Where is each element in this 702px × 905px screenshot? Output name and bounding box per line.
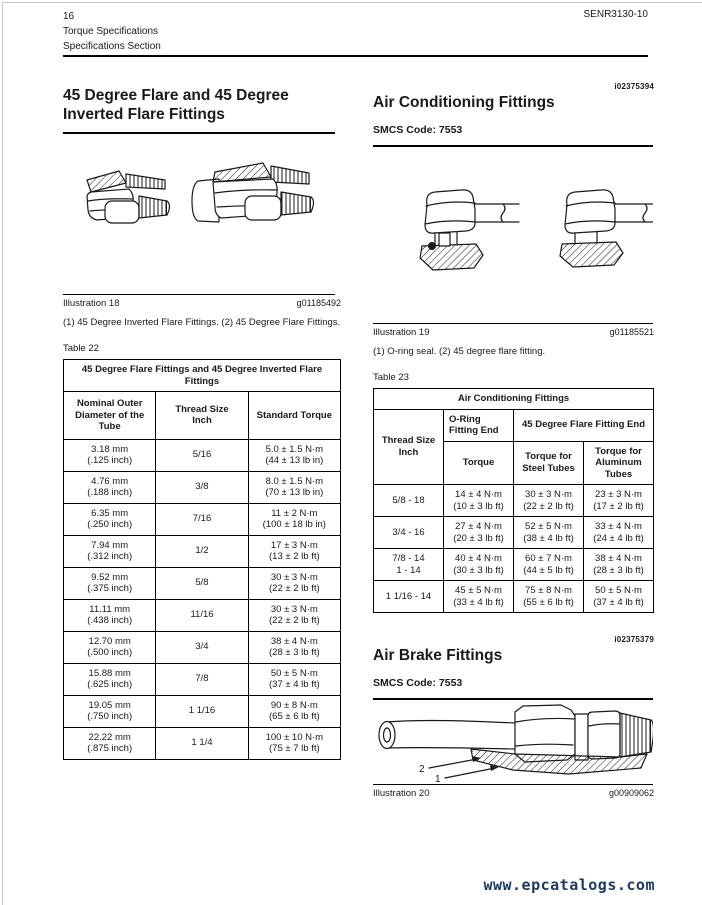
table-cell: 17 ± 3 N·m (13 ± 2 lb ft): [248, 535, 340, 567]
table-row: [64, 503, 341, 535]
illustration-label: Illustration 19: [373, 327, 430, 338]
left-column: [63, 60, 341, 760]
subheader-aluminum: Torque for Aluminum Tubes: [584, 441, 654, 485]
table-cell: 19.05 mm (.750 inch): [64, 695, 156, 727]
table-23-label: Table 23: [373, 372, 409, 383]
table-row: [374, 581, 654, 613]
graphic-id: g01185521: [609, 327, 654, 337]
table-row: [64, 663, 341, 695]
ac-section-title: Air Conditioning Fittings: [373, 94, 555, 111]
table-cell: 45 ± 5 N·m (33 ± 4 lb ft): [444, 581, 514, 613]
table-cell: 3/8: [156, 471, 248, 503]
table-cell: 52 ± 5 N·m (38 ± 4 lb ft): [514, 517, 584, 549]
table-row: [374, 485, 654, 517]
inverted-flare-fittings-drawing: [63, 142, 335, 294]
table-cell: 1 1/4: [156, 727, 248, 759]
table-cell: 33 ± 4 N·m (24 ± 4 lb ft): [584, 517, 654, 549]
table-cell: 90 ± 8 N·m (65 ± 6 lb ft): [248, 695, 340, 727]
column-header-thread: Thread Size Inch: [156, 392, 248, 440]
table-cell: 5/8: [156, 567, 248, 599]
air-brake-fitting-drawing: [373, 702, 653, 784]
table-cell: 11 ± 2 N·m (100 ± 18 lb in): [248, 503, 340, 535]
column-header-torque: Standard Torque: [248, 392, 340, 440]
table-cell: 3/4: [156, 631, 248, 663]
table-cell: 7/8 - 14 1 - 14: [374, 549, 444, 581]
table-row: [374, 549, 654, 581]
table-cell: 1/2: [156, 535, 248, 567]
table-cell: 7.94 mm (.312 inch): [64, 535, 156, 567]
table-cell: 22.22 mm (.875 inch): [64, 727, 156, 759]
table-row: [374, 517, 654, 549]
figure-meta: [373, 785, 654, 799]
ac-smcs-code: SMCS Code: 7553: [373, 124, 463, 136]
section-rule: [63, 132, 335, 134]
table-22-label: Table 22: [63, 343, 99, 354]
illustration-18: [63, 142, 341, 329]
column-header-thread: Thread Size Inch: [374, 409, 444, 485]
illustration-label: Illustration 20: [373, 788, 430, 799]
page-header-left: [63, 9, 161, 54]
table-row: [64, 695, 341, 727]
table-cell: 7/8: [156, 663, 248, 695]
column-header-diameter: Nominal Outer Diameter of the Tube: [64, 392, 156, 440]
table-cell: 50 ± 5 N·m (37 ± 4 lb ft): [584, 581, 654, 613]
table-row: [64, 599, 341, 631]
callout-1-label: 1: [435, 774, 441, 784]
graphic-id: g01185492: [296, 298, 341, 308]
table-row: [64, 631, 341, 663]
column-header-flare: 45 Degree Flare Fitting End: [514, 409, 654, 441]
table-cell: 27 ± 4 N·m (20 ± 3 lb ft): [444, 517, 514, 549]
table-cell: 23 ± 3 N·m (17 ± 2 lb ft): [584, 485, 654, 517]
illustration-19: [373, 155, 654, 358]
flare-section-title: 45 Degree Flare and 45 Degree Inverted Flare Fittings: [63, 87, 289, 123]
doc-code: SENR3130-10: [583, 9, 648, 20]
table-cell: 60 ± 7 N·m (44 ± 5 lb ft): [514, 549, 584, 581]
table-cell: 9.52 mm (.375 inch): [64, 567, 156, 599]
table-cell: 5/8 - 18: [374, 485, 444, 517]
brake-section-id: i02375379: [614, 635, 654, 644]
column-header-oring: O-Ring Fitting End: [444, 409, 514, 441]
table-cell: 75 ± 8 N·m (55 ± 6 lb ft): [514, 581, 584, 613]
table-cell: 100 ± 10 N·m (75 ± 7 lb ft): [248, 727, 340, 759]
air-conditioning-fittings-table: [373, 388, 654, 613]
table-cell: 1 1/16: [156, 695, 248, 727]
illustration-label: Illustration 18: [63, 298, 120, 309]
illustration-caption: (1) 45 Degree Inverted Flare Fittings. (2) 45 Degree Flare Fittings.: [63, 317, 341, 328]
subheader-steel: Torque for Steel Tubes: [514, 441, 584, 485]
header-title: Torque Specifications: [63, 26, 159, 37]
flare-fittings-table: [63, 359, 341, 760]
table-cell: 40 ± 4 N·m (30 ± 3 lb ft): [444, 549, 514, 581]
table-row: [64, 567, 341, 599]
right-column: [373, 60, 654, 799]
table-cell: 5/16: [156, 439, 248, 471]
table-cell: 14 ± 4 N·m (10 ± 3 lb ft): [444, 485, 514, 517]
ac-section-id: i02375394: [614, 82, 654, 91]
air-conditioning-fittings-drawing: [373, 155, 653, 323]
table-cell: 4.76 mm (.188 inch): [64, 471, 156, 503]
illustration-caption: (1) O-ring seal. (2) 45 degree flare fitting.: [373, 346, 546, 357]
header-section: Specifications Section: [63, 41, 161, 52]
brake-section-title: Air Brake Fittings: [373, 647, 503, 664]
table-cell: 8.0 ± 1.5 N·m (70 ± 13 lb in): [248, 471, 340, 503]
subheader-torque: Torque: [444, 441, 514, 485]
brake-smcs-code: SMCS Code: 7553: [373, 677, 463, 689]
table-cell: 6.35 mm (.250 inch): [64, 503, 156, 535]
table-cell: 11.11 mm (.438 inch): [64, 599, 156, 631]
table-cell: 38 ± 4 N·m (28 ± 3 lb ft): [584, 549, 654, 581]
section-rule: [373, 145, 653, 147]
table-cell: 30 ± 3 N·m (22 ± 2 lb ft): [248, 599, 340, 631]
table-cell: 30 ± 3 N·m (22 ± 2 lb ft): [248, 567, 340, 599]
table-row: [64, 727, 341, 759]
table-cell: 50 ± 5 N·m (37 ± 4 lb ft): [248, 663, 340, 695]
table-title: Air Conditioning Fittings: [374, 389, 654, 410]
table-cell: 5.0 ± 1.5 N·m (44 ± 13 lb in): [248, 439, 340, 471]
page-number: 16: [63, 11, 75, 22]
figure-meta: [63, 295, 341, 309]
table-cell: 30 ± 3 N·m (22 ± 2 lb ft): [514, 485, 584, 517]
section-rule: [373, 698, 653, 700]
table-cell: 1 1/16 - 14: [374, 581, 444, 613]
table-row: [64, 439, 341, 471]
table-cell: 12.70 mm (.500 inch): [64, 631, 156, 663]
header-rule: [63, 55, 648, 57]
graphic-id: g00909062: [608, 788, 654, 798]
table-cell: 15.88 mm (.625 inch): [64, 663, 156, 695]
figure-meta: [373, 324, 654, 338]
callout-2-label: 2: [419, 764, 425, 775]
table-cell: 11/16: [156, 599, 248, 631]
table-cell: 3.18 mm (.125 inch): [64, 439, 156, 471]
table-cell: 3/4 - 16: [374, 517, 444, 549]
table-row: [64, 535, 341, 567]
table-title: 45 Degree Flare Fittings and 45 Degree Inverted Flare Fittings: [64, 360, 341, 392]
table-row: [64, 471, 341, 503]
epcatalogs-link[interactable]: www.epcatalogs.com: [483, 876, 655, 894]
illustration-20: [373, 702, 654, 799]
table-cell: 38 ± 4 N·m (28 ± 3 lb ft): [248, 631, 340, 663]
table-cell: 7/16: [156, 503, 248, 535]
